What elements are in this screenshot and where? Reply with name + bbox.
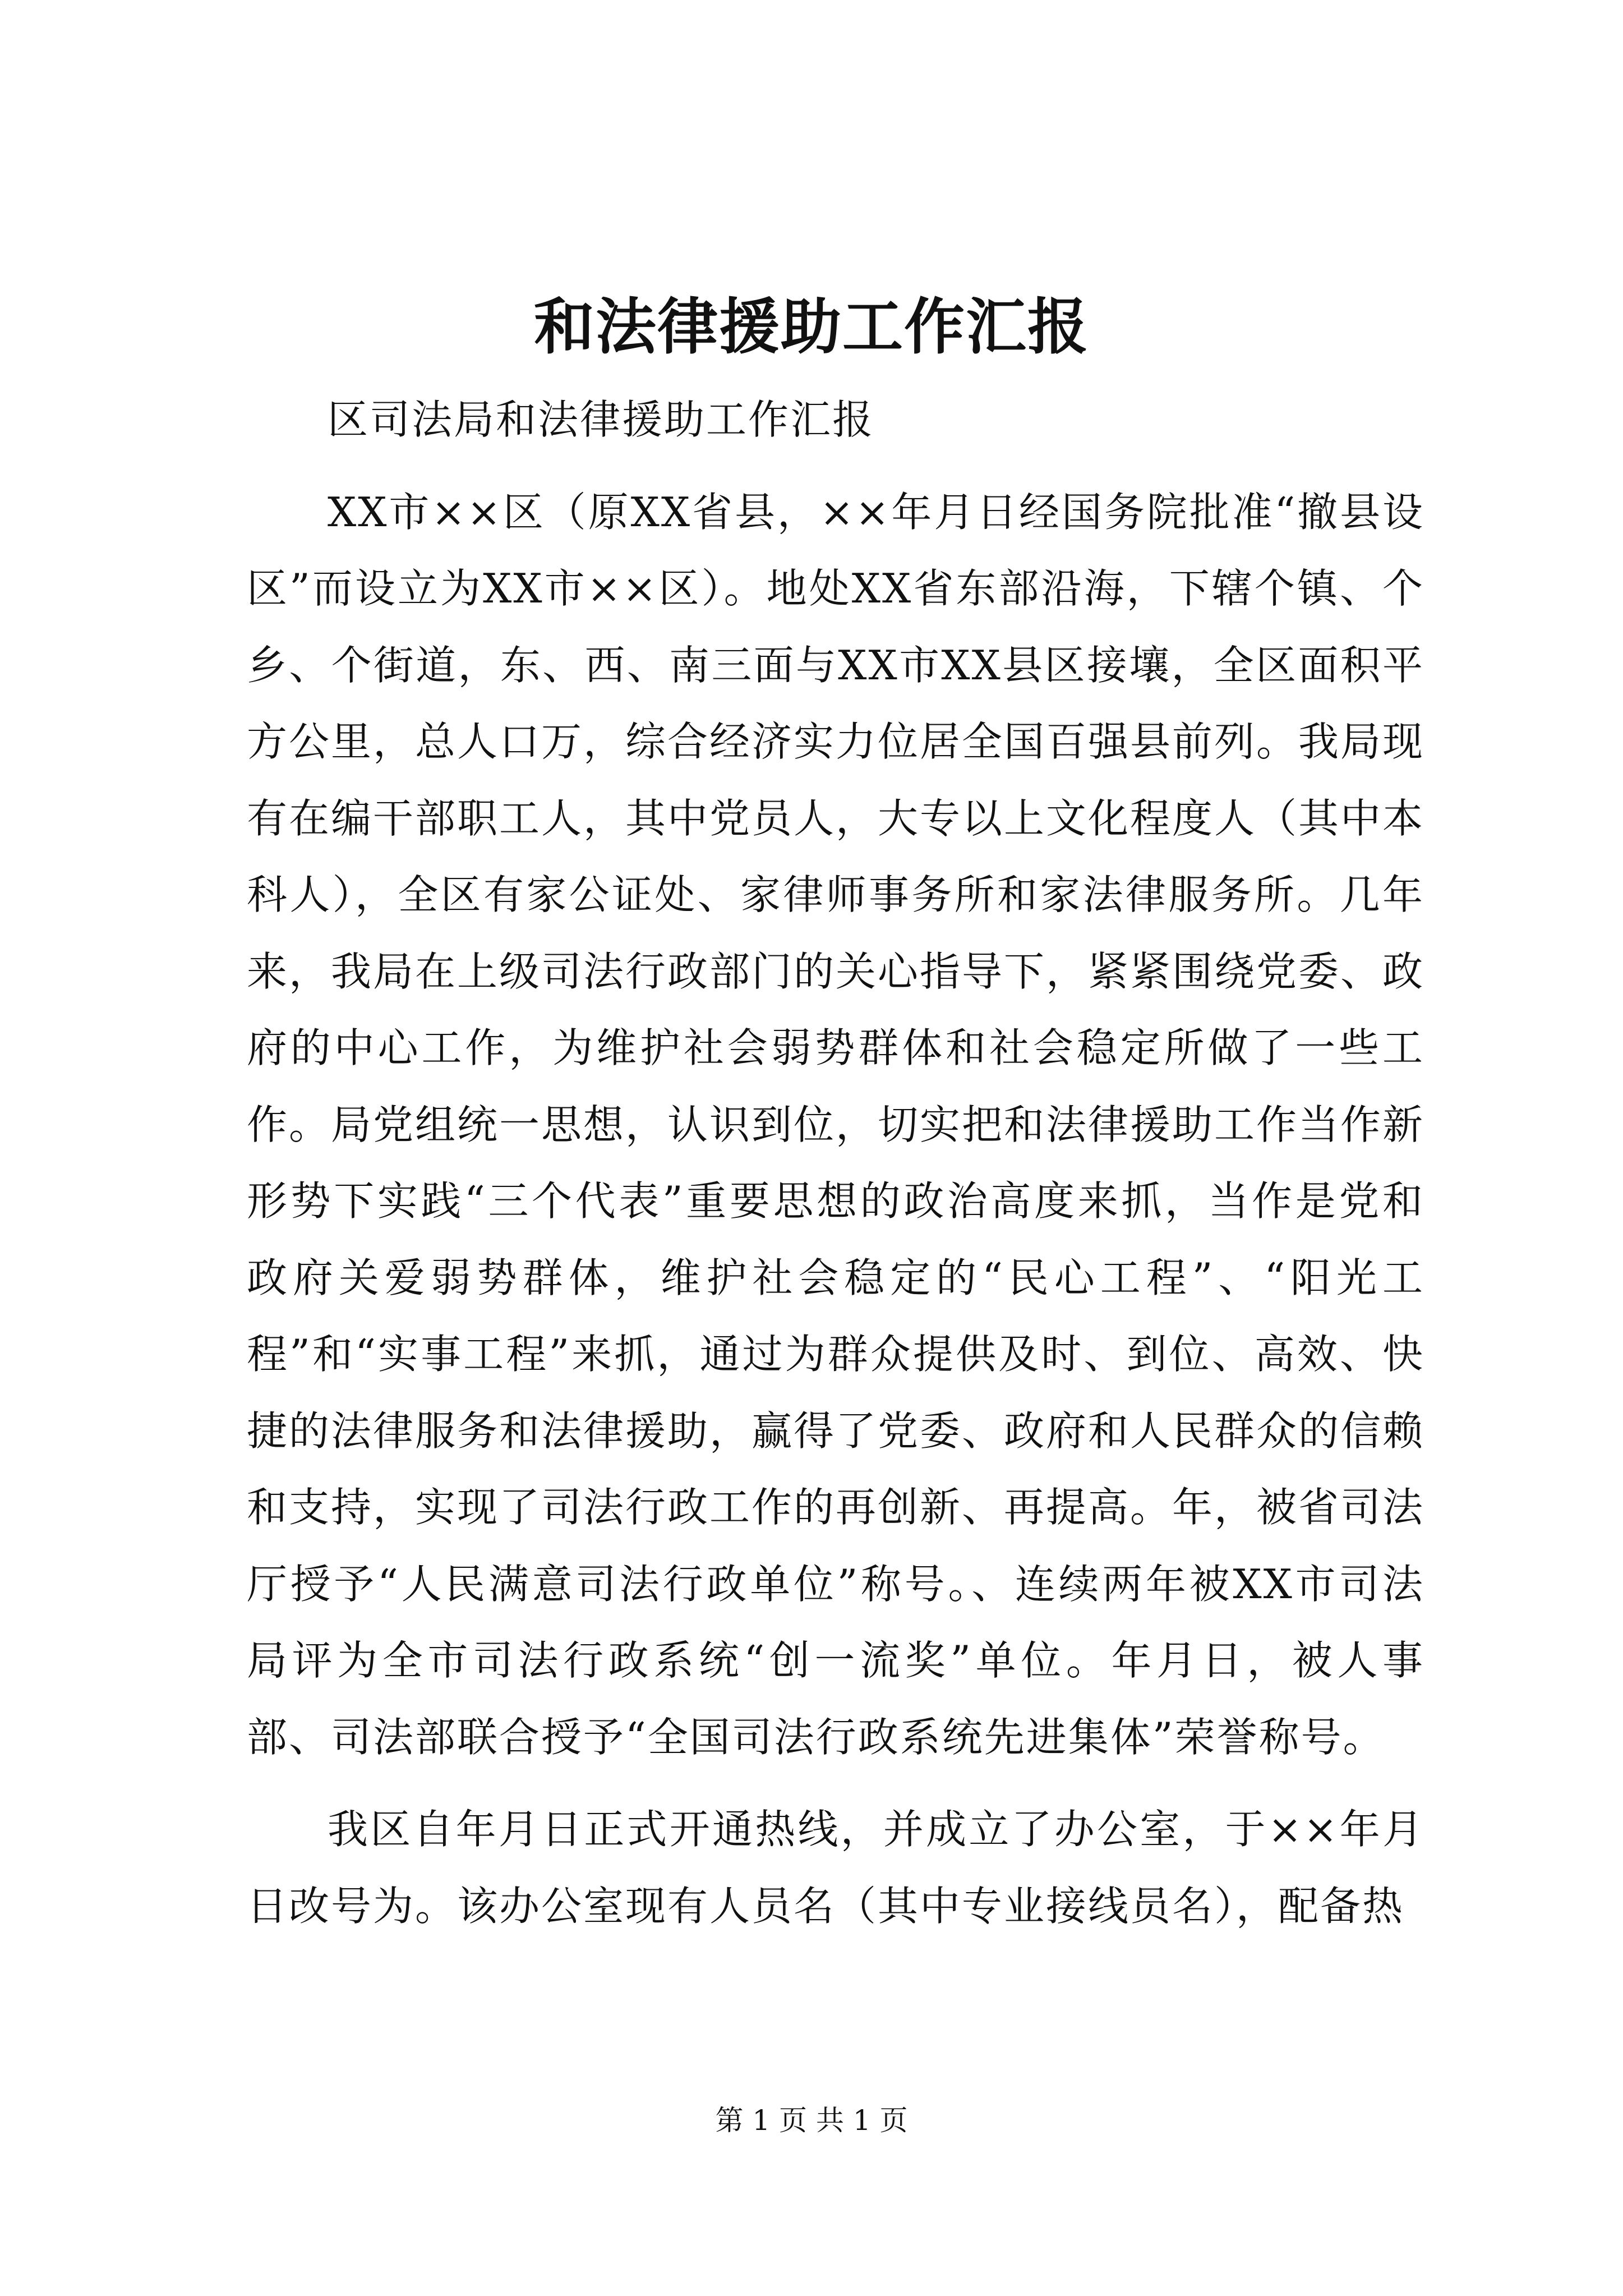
page-number-footer: 第 1 页 共 1 页 xyxy=(715,2104,908,2137)
document-title: 和法律援助工作汇报 xyxy=(533,292,1089,362)
paragraph-hotline: 我区自年月日正式开通热线，并成立了办公室，于××年月日改号为。该办公室现有人员名（其中专业接线员名），配备热 xyxy=(247,1806,1424,1930)
paragraph-overview: XX市××区（原XX省县，××年月日经国务院批准“撤县设区”而设立为XX市××区）。地处XX省东部沿海，下辖个镇、个乡、个街道，东、西、南三面与XX市XX县区接壤，全区面积平方公里，总人口万，综合经济实力位居全国百强县前列。我局现有在编干部职工人，其中党员人，大专以上文化程度人（其中本科人），全区有家公证处、家律师事务所和家法律服务所。几年来，我局在上级司法行政部门的关心指导下，紧紧围绕党委、政府的中心工作，为维护社会弱势群体和社会稳定所做了一些工作。局党组统一思想，认识到位，切实把和法律援助工作当作新形势下实践“三个代表”重要思想的政治高度来抓，当作是党和政府关爱弱势群体，维护社会稳定的“民心工程”、“阳光工程”和“实事工程”来抓，通过为群众提供及时、到位、高效、快捷的法律服务和法律援助，赢得了党委、政府和人民群众的信赖和支持，实现了司法行政工作的再创新、再提高。年，被省司法厅授予“人民满意司法行政单位”称号。、连续两年被XX市司法局评为全市司法行政系统“创一流奖”单位。年月日，被人事部、司法部联合授予“全国司法行政系统先进集体”荣誉称号。 xyxy=(247,488,1425,1761)
paragraph-subtitle: 区司法局和法律援助工作汇报 xyxy=(328,396,875,443)
document-body xyxy=(247,381,1424,1944)
